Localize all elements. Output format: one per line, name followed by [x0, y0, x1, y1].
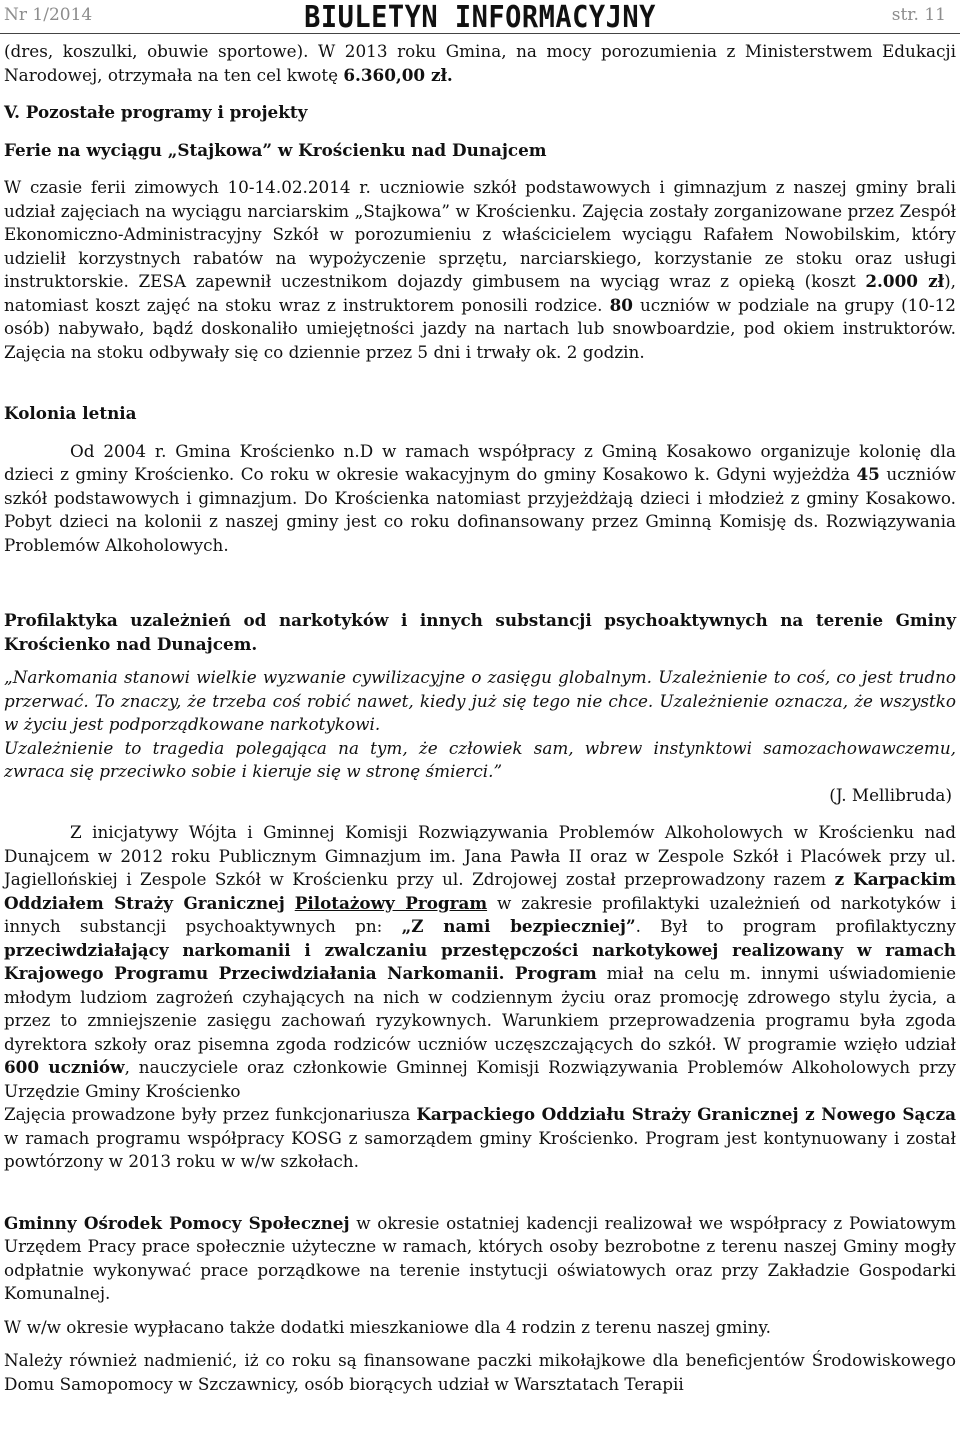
header-rule: [0, 33, 960, 34]
gops-paragraph-3: Należy również nadmienić, iż co roku są finansowane paczki mikołajkowe dla beneficjentów Środowiskowego Domu Samopomocy w Szczawnicy, osób biorących udział w Warsztatach Terapii: [4, 1350, 956, 1394]
pilot-program-link-text: Pilotażowy Program: [294, 892, 488, 913]
profilaktyka-paragraph-2: Zajęcia prowadzone były przez funkcjonariusza Karpackiego Oddziału Straży Granicznej z Nowego Sącza w ramach programu współpracy KOSG z samorządem gminy Krościenko. Program jest kontynuowany i został powtórzony w 2013 roku w w/w szkołach.: [4, 1104, 957, 1171]
quote-paragraph-2: Uzależnienie to tragedia polegająca na tym, że człowiek sam, wbrew instynktowi samozachowawczemu, zwraca się przeciwko sobie i kieruje się w stronę śmierci.”: [4, 737, 956, 781]
profilaktyka-heading: Profilaktyka uzależnień od narkotyków i innych substancji psychoaktywnych na terenie Gminy Krościenko nad Dunajcem.: [4, 610, 956, 654]
gops-paragraph: Gminny Ośrodek Pomocy Społecznej w okresie ostatniej kadencji realizował we współpracy z Powiatowym Urzędem Pracy prace społecznie użyteczne w ramach, których osoby bezrobotne z terenu naszej Gminy mogły odpłatnie wykonywać prace porządkowe na terenie instytucji oświatowych oraz przy Zakładzie Gospodarki Komunalnej.: [4, 1212, 956, 1303]
gops-paragraph-2: W w/w okresie wypłacano także dodatki mieszkaniowe dla 4 rodzin z terenu naszej gminy.: [4, 1316, 772, 1337]
page-number: str. 11: [891, 5, 946, 25]
ferie-heading: Ferie na wyciągu „Stajkowa” w Krościenku nad Dunajcem: [4, 139, 547, 160]
section-heading: V. Pozostałe programy i projekty: [4, 102, 308, 122]
ferie-paragraph: W czasie ferii zimowych 10-14.02.2014 r. uczniowie szkół podstawowych i gimnazjum z naszej gminy brali udział zajęciach na wyciągu narciarskim „Stajkowa” w Krościenku. Zajęcia zostały zorganizowane przez Zespół Ekonomiczno-Administracyjny Szkół w porozumieniu z właścicielem wyciągu Rafałem Nowobilskim, który udzielił korzystnych rabatów na wypożyczenie sprzętu, narciarskiego, korzystanie ze stoku oraz usługi instruktorskie. ZESA zapewnił uczestnikom dojazdy gimbusem na wyciąg wraz z opieką (koszt 2.000 zł), natomiast koszt zajęć na stoku wraz z instruktorem ponosili rodzice. 80 uczniów w podziale na grupy (10-12 osób) nabywało, bądź doskonaliło umiejętności jazdy na nartach lub snowboardzie, pod okiem instruktorów. Zajęcia na stoku odbywały się co dziennie przez 5 dni i trwały ok. 2 godzin.: [4, 177, 956, 362]
article-body: [4, 40, 956, 1396]
bulletin-title: BIULETYN INFORMACYJNY: [304, 0, 656, 35]
quote-paragraph: „Narkomania stanowi wielkie wyzwanie cywilizacyjne o zasięgu globalnym. Uzależnienie to coś, co jest trudno przerwać. To znaczy, że trzeba coś robić nawet, kiedy już się tego nie chce. Uzależnienie oznacza, że wszystko w życiu jest podporządkowane narkotykowi.: [4, 667, 956, 734]
profilaktyka-paragraph: Z inicjatywy Wójta i Gminnej Komisji Rozwiązywania Problemów Alkoholowych w Krościenku nad Dunajcem w 2012 roku Publicznym Gimnazjum im. Jana Pawła II oraz w Zespole Szkół i Placówek przy ul. Jagiellońskiej i Zespole Szkół w Krościenku przy ul. Zdrojowej został przeprowadzony razem z Karpackim Oddziałem Straży Granicznej Pilotażowy Program w zakresie profilaktyki uzależnień od narkotyków i innych substancji psychoaktywnych pn: „Z nami bezpieczniej”. Był to program profilaktyczny przeciwdziałający narkomanii i zwalczaniu przestępczości narkotykowej realizowany w ramach Krajowego Programu Przeciwdziałania Narkomanii. Program miał na celu m. innymi uświadomienie młodym ludziom zagrożeń czyhających na nich w codziennym życiu oraz promocję zdrowego stylu życia, a przez to zmniejszenie zasięgu zachowań ryzykownych. Warunkiem przeprowadzenia programu była zgoda dyrektora szkoły oraz pisemna zgoda rodziców uczniów uczęszczających do szkół. W programie wzięło udział 600 uczniów, nauczyciele oraz członkowie Gminnej Komisji Rozwiązywania Problemów Alkoholowych przy Urzędzie Gminy Krościenko: [4, 822, 956, 1101]
kolonia-paragraph: Od 2004 r. Gmina Krościenko n.D w ramach współpracy z Gminą Kosakowo organizuje kolonię dla dzieci z gminy Krościenko. Co roku w okresie wakacyjnym do gminy Kosakowo k. Gdyni wyjeżdża 45 uczniów szkół podstawowych i gimnazjum. Do Krościenka natomiast przyjeżdżają dzieci i młodzież z gminy Kosakowo. Pobyt dzieci na kolonii z naszej gminy jest co roku dofinansowany przez Gminną Komisję ds. Rozwiązywania Problemów Alkoholowych.: [4, 440, 957, 555]
issue-number: Nr 1/2014: [4, 5, 93, 25]
paragraph-funding: (dres, koszulki, obuwie sportowe). W 2013 roku Gmina, na mocy porozumienia z Ministerstwem Edukacji Narodowej, otrzymała na ten cel kwotę 6.360,00 zł.: [4, 41, 956, 85]
quote-author: (J. Mellibruda): [829, 784, 952, 805]
kolonia-heading: Kolonia letnia: [4, 403, 137, 423]
page-header: [0, 0, 960, 34]
